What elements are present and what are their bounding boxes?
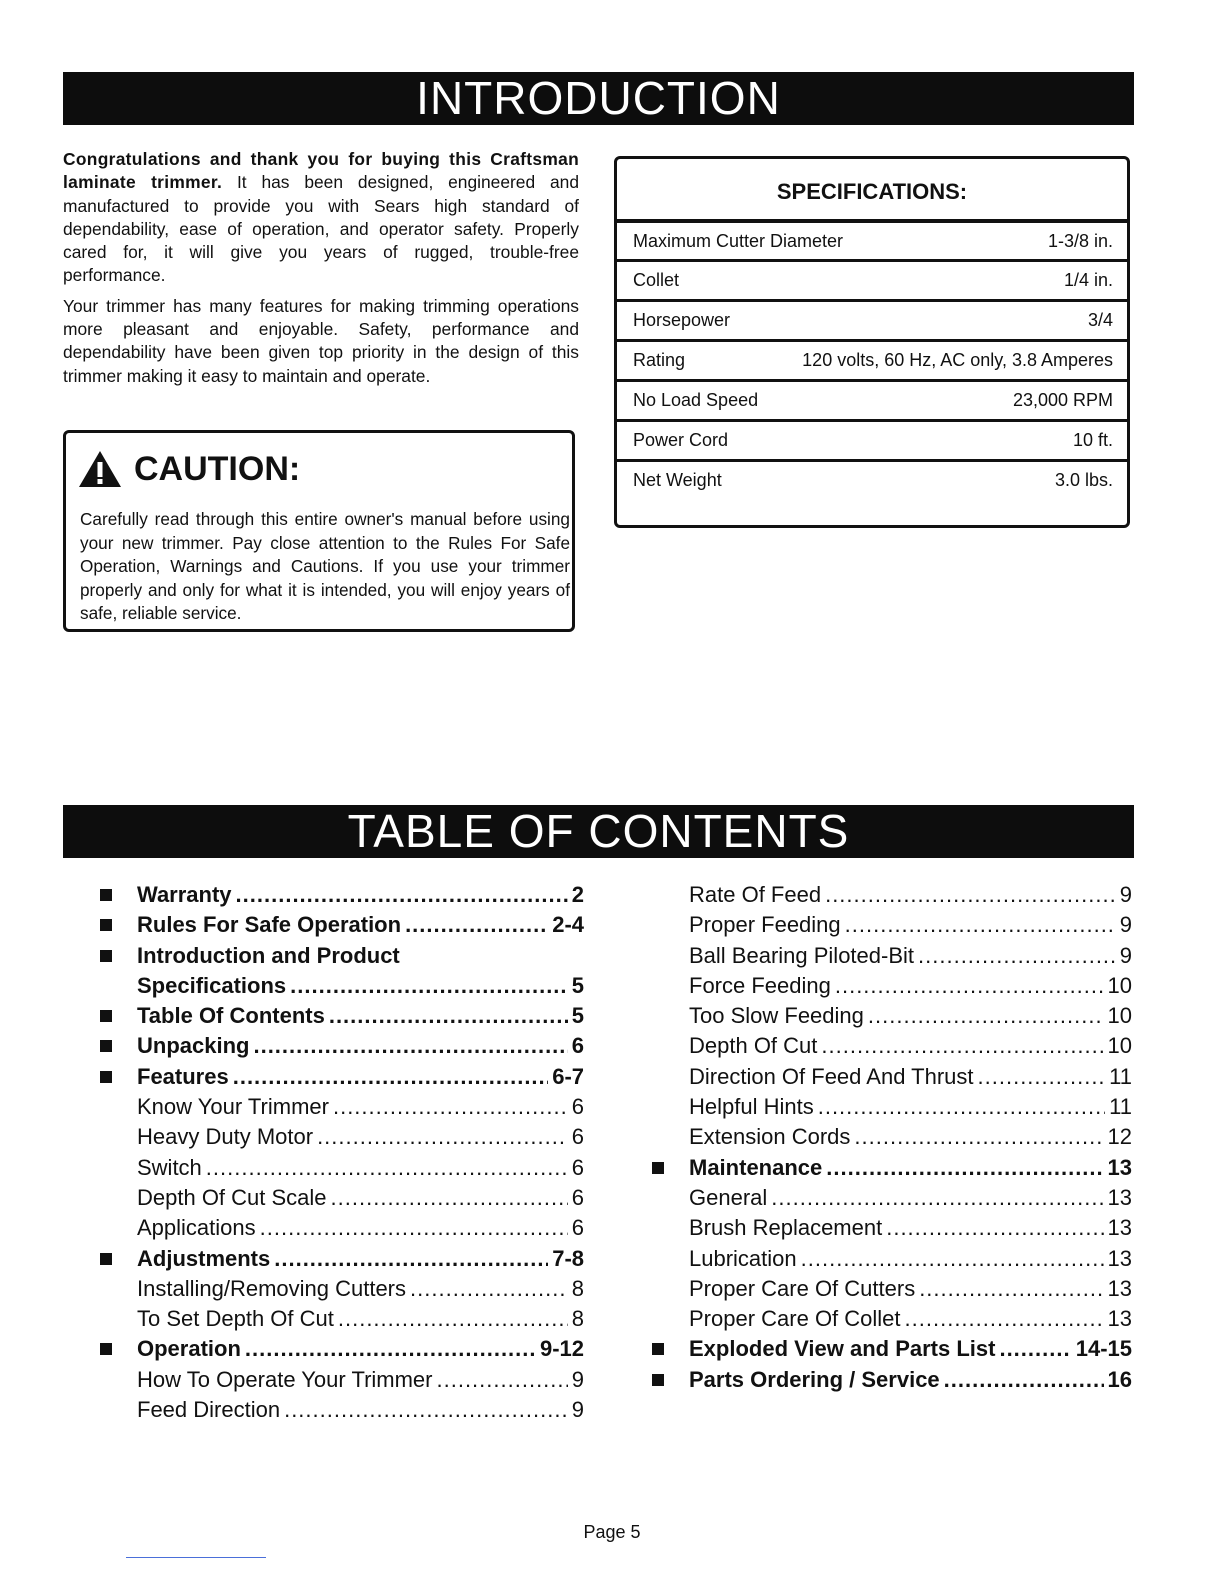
toc-entry [100,941,584,971]
dot-leader [854,1122,1103,1152]
toc-entry-title: Parts Ordering / Service [689,1366,940,1392]
toc-entry [652,910,1132,940]
dot-leader [944,1365,1104,1395]
toc-entry-title: Brush Replacement [689,1215,883,1241]
intro-paragraph-1-bold: Congratulations and thank you for buying this Craftsman laminate trimmer. [63,149,579,193]
toc-entry-page: 10 [1107,1003,1132,1029]
toc-line [137,941,584,971]
toc-entry-page: 5 [571,972,584,998]
dot-leader [978,1062,1106,1092]
caution-body: Carefully read through this entire owner's manual before using your new trimmer. Pay close attention to the Rules For Safe Operation, Warnings and Cautions. If you use your trimmer properly and only for what it is intended, you will enjoy years of safe, reliable service. [80,509,570,623]
toc-entry-title: Unpacking [137,1033,250,1059]
toc-line [689,1153,1132,1183]
dot-leader [317,1122,568,1152]
spec-label: Rating [633,350,686,370]
dot-leader [801,1244,1104,1274]
toc-entry-page: 9 [1119,882,1132,907]
toc-entry-page: 10 [1107,1033,1132,1059]
toc-entry-page: 9 [571,1397,584,1423]
toc-line [689,910,1132,940]
toc-entry-page: 9-12 [539,1336,584,1362]
toc-entry-title: Extension Cords [689,1124,851,1150]
toc-entry-title: Direction Of Feed And Thrust [689,1063,974,1089]
toc-entry-title: Feed Direction [137,1397,281,1423]
toc-entry-page: 13 [1107,1275,1132,1301]
dot-leader [260,1213,568,1243]
toc-entry [652,1365,1132,1395]
dot-leader [835,971,1104,1001]
toc-line [137,1122,584,1152]
spec-value: 1-3/8 in. [1047,230,1113,251]
caution-heading [78,447,300,491]
toc-entry [652,1062,1132,1092]
introduction-banner: INTRODUCTION [63,72,1134,125]
dot-leader [405,910,548,940]
toc-line [137,1304,584,1334]
toc-entry [652,1274,1132,1304]
toc-line [137,1365,584,1395]
spec-row [617,299,1127,339]
warning-triangle-icon [78,449,122,489]
toc-entry-title: Lubrication [689,1245,797,1271]
toc-entry [652,1031,1132,1061]
toc-entry [652,1183,1132,1213]
toc-entry [100,1031,584,1061]
specifications-title: SPECIFICATIONS: [776,179,968,204]
toc-line [137,1092,584,1122]
dot-leader [284,1395,568,1425]
toc-entry [652,1092,1132,1122]
bullet-square-icon [100,1040,112,1052]
toc-entry [100,1274,584,1304]
dot-leader [333,1092,568,1122]
toc-right-column [652,880,1132,1395]
toc-entry-title: Rules For Safe Operation [137,912,402,938]
bullet-square-icon [100,1010,112,1022]
toc-entry [100,1122,584,1152]
toc-line [137,1001,584,1031]
toc-line [137,1031,584,1061]
toc-line [689,1365,1132,1395]
toc-entry-title: Helpful Hints [689,1094,814,1120]
bullet-square-icon [100,919,112,931]
toc-entry-page: 9 [571,1366,584,1392]
toc-entry-page: 7-8 [552,1245,584,1271]
spec-value: 10 ft. [1072,430,1113,450]
spec-label: No Load Speed [633,390,759,410]
spec-value: 120 volts, 60 Hz, AC only, 3.8 Amperes [802,350,1113,370]
bullet-square-icon [652,1162,664,1174]
toc-entry-title: Introduction and Product [137,942,400,968]
toc-entry-title: General [689,1184,768,1210]
toc-line [137,1062,584,1092]
toc-entry-page: 8 [571,1306,584,1332]
page-number: Page 5 [583,1522,641,1542]
toc-entry-title: Table Of Contents [137,1003,325,1029]
toc-entry [100,1334,584,1364]
caution-title: CAUTION: [134,450,301,488]
toc-entry [100,1001,584,1031]
intro-paragraph-2: Your trimmer has many features for making trimming operations more pleasant and enjoyable. Safety, performance and dependability have been given top priority in the design of this trimmer making it easy to maintain and operate. [63,295,579,386]
spec-value: 3.0 lbs. [1054,470,1113,490]
toc-line [689,1334,1132,1364]
toc-entry-page: 6 [571,1094,584,1120]
toc-entry [100,1304,584,1334]
toc-entry-page: 11 [1109,1063,1132,1089]
toc-entry-title: Installing/Removing Cutters [137,1275,407,1301]
toc-line [689,1122,1132,1152]
bullet-square-icon [100,950,112,962]
intro-paragraph-1 [63,148,579,288]
toc-entry-page: 6 [571,1215,584,1241]
dot-leader [771,1183,1103,1213]
toc-entry [100,1183,584,1213]
toc-entry-title: Operation [137,1336,241,1362]
toc-line [689,880,1132,910]
spec-value: 1/4 in. [1063,270,1113,290]
toc-entry-title: Proper Care Of Collet [689,1306,901,1332]
toc-entry-title: Depth Of Cut [689,1033,818,1059]
toc-entry-page: 9 [1119,942,1132,968]
specifications-rows [617,219,1127,499]
toc-entry [100,880,584,910]
toc-line [689,1001,1132,1031]
toc-line [689,1244,1132,1274]
spec-label: Power Cord [633,430,729,450]
dot-leader [826,1153,1103,1183]
dot-leader [437,1365,568,1395]
toc-entry [100,1062,584,1092]
dot-leader [410,1274,568,1304]
caution-box [63,430,575,632]
dot-leader [825,880,1116,910]
toc-entry-page: 6 [571,1184,584,1210]
dot-leader [274,1244,548,1274]
toc-line [137,971,584,1001]
spec-label: Maximum Cutter Diameter [633,230,844,251]
toc-entry-title: Specifications [137,972,287,998]
toc-line [689,1213,1132,1243]
bullet-square-icon [652,1374,664,1386]
toc-line [137,1334,584,1364]
dot-leader [999,1334,1071,1364]
toc-entry-page: 6 [571,1154,584,1180]
dot-leader [331,1183,568,1213]
toc-entry-page: 11 [1109,1094,1132,1120]
dot-leader [821,1031,1103,1061]
toc-entry [652,1244,1132,1274]
toc-entry-title: Depth Of Cut Scale [137,1184,327,1210]
spec-row [617,379,1127,419]
toc-line [137,1183,584,1213]
toc-entry-title: Maintenance [689,1154,823,1180]
specifications-table [614,156,1130,528]
toc-line [689,1183,1132,1213]
dot-leader [206,1153,568,1183]
dot-leader [845,910,1116,940]
toc-entry-title: Warranty [137,882,232,907]
spec-row [617,339,1127,379]
toc-entry [652,1334,1132,1364]
dot-leader [918,941,1116,971]
toc-entry-title: Applications [137,1215,256,1241]
dot-leader [338,1304,568,1334]
table-of-contents-banner: TABLE OF CONTENTS [63,805,1134,858]
toc-entry [652,941,1132,971]
toc-entry-page: 8 [571,1275,584,1301]
toc-line [689,1304,1132,1334]
toc-line [137,880,584,910]
dot-leader [236,880,568,910]
dot-leader [329,1001,568,1031]
toc-entry [652,1122,1132,1152]
toc-entry-title: Switch [137,1154,202,1180]
toc-line [137,1395,584,1425]
spec-value: 3/4 [1087,310,1113,330]
toc-entry [652,1304,1132,1334]
toc-line [137,1213,584,1243]
toc-entry-title: Know Your Trimmer [137,1094,329,1120]
toc-entry [100,1395,584,1425]
toc-entry [100,1153,584,1183]
toc-entry [652,880,1132,910]
toc-line [689,941,1132,971]
toc-entry-page: 10 [1107,972,1132,998]
toc-line [689,1062,1132,1092]
toc-entry-page: 9 [1119,912,1132,938]
bullet-square-icon [100,1253,112,1265]
toc-line [689,1031,1132,1061]
toc-entry-page: 2-4 [552,912,584,938]
spec-label: Net Weight [633,470,722,490]
toc-entry [652,1213,1132,1243]
toc-entry-page: 12 [1107,1124,1132,1150]
toc-entry [100,1092,584,1122]
intro-paragraph-1-rest: It has been designed, engineered and manufactured to provide you with Sears high standard of dependability, ease of operation, and operator safety. Properly cared for, it will give you years of rugged, trouble-free performance. [63,172,579,286]
toc-entry-page: 13 [1107,1154,1132,1180]
toc-entry-title: Proper Care Of Cutters [689,1275,916,1301]
toc-left-column [100,880,584,1425]
bullet-square-icon [100,1071,112,1083]
toc-line [137,910,584,940]
dot-leader [886,1213,1103,1243]
toc-entry-title: Ball Bearing Piloted-Bit [689,942,915,968]
toc-entry-page: 6 [571,1124,584,1150]
toc-entry-title: Features [137,1063,229,1089]
toc-entry [652,1001,1132,1031]
toc-entry [100,1213,584,1243]
spec-row [617,459,1127,499]
toc-entry-page: 16 [1107,1366,1132,1392]
spec-label: Horsepower [633,310,731,330]
toc-line [689,971,1132,1001]
dot-leader [253,1031,567,1061]
bullet-square-icon [652,1343,664,1355]
bullet-square-icon [100,889,112,901]
toc-entry-title: Rate Of Feed [689,882,822,907]
toc-entry-title: How To Operate Your Trimmer [137,1366,433,1392]
toc-entry [100,910,584,940]
toc-entry-page: 14-15 [1075,1336,1132,1362]
toc-entry-title: Proper Feeding [689,912,841,938]
toc-line [137,1274,584,1304]
introduction-text [63,148,579,395]
toc-entry [652,1153,1132,1183]
toc-entry [100,1365,584,1395]
dot-leader [245,1334,536,1364]
toc-line [137,1244,584,1274]
toc-entry-title: Too Slow Feeding [689,1003,864,1029]
bullet-square-icon [100,1343,112,1355]
dot-leader [905,1304,1104,1334]
toc-entry-page: 13 [1107,1306,1132,1332]
toc-entry [652,971,1132,1001]
dot-leader [233,1062,548,1092]
toc-entry-page: 5 [571,1003,584,1029]
spec-row [617,219,1127,259]
dot-leader [818,1092,1105,1122]
toc-line [689,1092,1132,1122]
toc-entry [100,1244,584,1274]
toc-entry-page: 13 [1107,1184,1132,1210]
toc-entry-page: 13 [1107,1215,1132,1241]
toc-entry-title: Force Feeding [689,972,831,998]
toc-entry-title: Adjustments [137,1245,271,1271]
divider [126,1557,266,1558]
dot-leader [919,1274,1103,1304]
dot-leader [868,1001,1104,1031]
toc-entry-page: 6 [571,1033,584,1059]
toc-entry-page: 2 [571,882,584,907]
toc-entry [100,971,584,1001]
toc-entry-page: 6-7 [552,1063,584,1089]
dot-leader [290,971,568,1001]
toc-entry-page: 13 [1107,1245,1132,1271]
spec-label: Collet [633,270,680,290]
spec-row [617,419,1127,459]
toc-entry-title: To Set Depth Of Cut [137,1306,334,1332]
spec-row [617,259,1127,299]
toc-line [689,1274,1132,1304]
spec-value: 23,000 RPM [1012,390,1113,410]
toc-line [137,1153,584,1183]
toc-entry-title: Exploded View and Parts List [689,1336,996,1362]
toc-entry-title: Heavy Duty Motor [137,1124,314,1150]
